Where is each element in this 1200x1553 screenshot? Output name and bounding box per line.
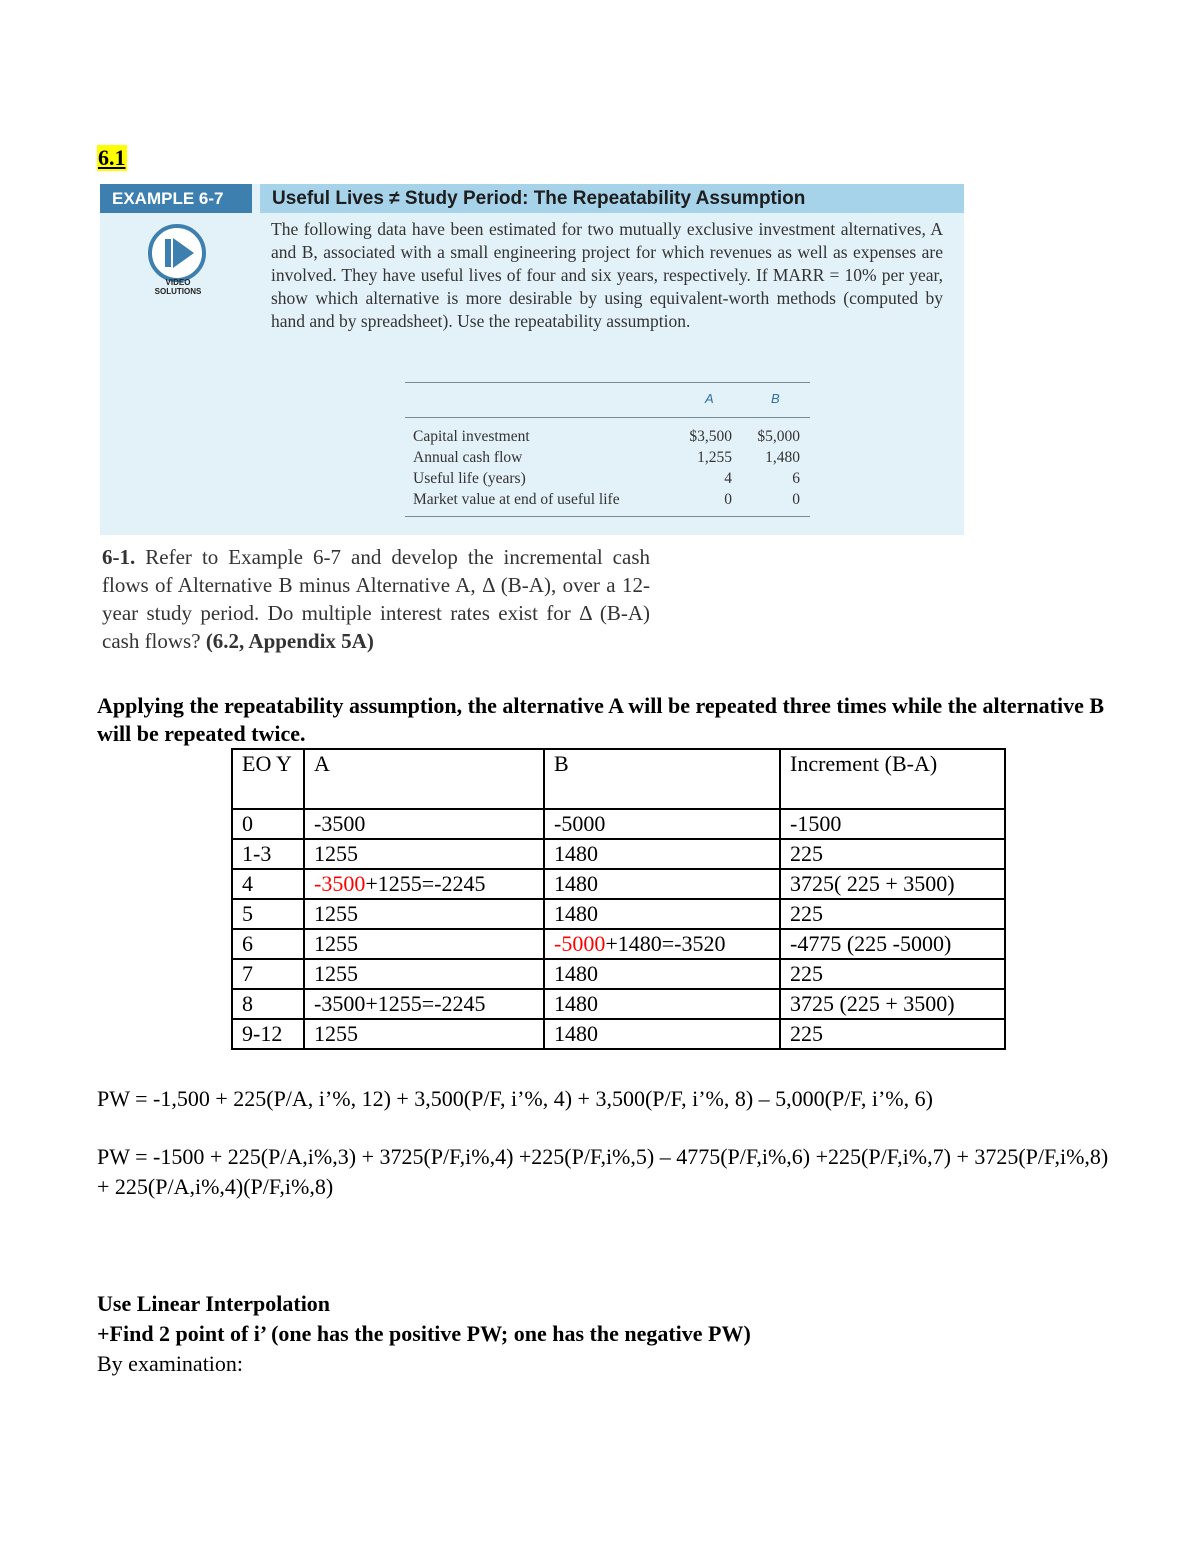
cell-a: 1255 — [304, 929, 544, 959]
interpolation-section — [97, 1289, 751, 1379]
video-solutions-label — [136, 278, 220, 296]
cell-eoy: 6 — [232, 929, 304, 959]
cell-b: -5000 — [544, 809, 780, 839]
cell-eoy: 8 — [232, 989, 304, 1019]
table-row — [232, 1019, 1005, 1049]
table-row — [405, 426, 810, 447]
row-value-b: $5,000 — [757, 428, 800, 445]
cell-increment: 225 — [780, 899, 1005, 929]
cell-b: 1480 — [544, 1019, 780, 1049]
interpolation-heading: Use Linear Interpolation — [97, 1291, 331, 1316]
cell-a-red-part: -3500 — [314, 871, 366, 896]
problem-number: 6-1. — [102, 545, 136, 569]
cell-eoy: 0 — [232, 809, 304, 839]
row-value-a: 0 — [724, 491, 732, 508]
section-number: 6.1 — [98, 145, 126, 170]
example-data-table — [405, 382, 810, 517]
header-increment: Increment (B-A) — [780, 749, 1005, 809]
interpolation-step: +Find 2 point of i’ (one has the positive PW; one has the negative PW) — [97, 1321, 751, 1346]
cell-eoy: 9-12 — [232, 1019, 304, 1049]
example-label: EXAMPLE 6-7 — [100, 184, 252, 213]
table-row — [232, 959, 1005, 989]
row-label: Annual cash flow — [413, 449, 523, 466]
cell-b-rest: +1480=-3520 — [605, 931, 726, 956]
video-label-line1: VIDEO — [165, 278, 191, 287]
table-row — [232, 899, 1005, 929]
row-label: Market value at end of useful life — [413, 491, 620, 508]
cell-a: 1255 — [304, 839, 544, 869]
cell-a: 1255 — [304, 1019, 544, 1049]
table-row — [405, 489, 810, 510]
row-value-b: 0 — [792, 491, 800, 508]
row-value-a: $3,500 — [689, 428, 732, 445]
header-b: B — [544, 749, 780, 809]
problem-reference: (6.2, Appendix 5A) — [205, 629, 374, 653]
row-value-b: 1,480 — [765, 449, 800, 466]
cell-b — [544, 929, 780, 959]
cell-a — [304, 869, 544, 899]
row-label: Capital investment — [413, 428, 530, 445]
example-body: The following data have been estimated for two mutually exclusive investment alternatives, A and B, associated with a small engineering project for which revenues as well as expenses are involved. They have useful lives of four and six years, respectively. If MARR = 10% per year, show which alternative is more desirable by using equivalent-worth methods (computed by hand and by spreadsheet). Use the repeatability assumption. — [271, 219, 943, 331]
table-rule-bottom — [405, 516, 810, 517]
cell-b: 1480 — [544, 839, 780, 869]
cell-increment: 225 — [780, 839, 1005, 869]
table-row — [405, 447, 810, 468]
table-row — [232, 929, 1005, 959]
cell-b: 1480 — [544, 989, 780, 1019]
row-value-b: 6 — [792, 470, 800, 487]
cell-b-red-part: -5000 — [554, 931, 606, 956]
table-row — [405, 468, 810, 489]
cell-increment: 225 — [780, 1019, 1005, 1049]
header-eoy: EO Y — [232, 749, 304, 809]
cell-increment: 3725 (225 + 3500) — [780, 989, 1005, 1019]
col-a-header: A — [705, 391, 714, 406]
problem-text: Refer to Example 6-7 and develop the incremental cash flows of Alternative B minus Alternative A, Δ (B-A), over a 12-year study period. Do multiple interest rates exist for Δ (B-A) cash flows? — [102, 545, 650, 653]
cell-a: -3500+1255=-2245 — [304, 989, 544, 1019]
repeatability-paragraph: Applying the repeatability assumption, the alternative A will be repeated three times while the alternative B will be repeated twice. — [97, 693, 1105, 746]
cell-a: 1255 — [304, 959, 544, 989]
cell-eoy: 1-3 — [232, 839, 304, 869]
table-row — [232, 839, 1005, 869]
row-value-a: 4 — [724, 470, 732, 487]
row-label: Useful life (years) — [413, 470, 526, 487]
col-b-header: B — [771, 391, 780, 406]
cell-b: 1480 — [544, 959, 780, 989]
example-box — [100, 184, 964, 535]
header-a: A — [304, 749, 544, 809]
problem-statement — [102, 543, 650, 655]
cell-eoy: 5 — [232, 899, 304, 929]
interpolation-examination: By examination: — [97, 1351, 244, 1376]
cell-increment: 3725( 225 + 3500) — [780, 869, 1005, 899]
cash-flow-table — [231, 748, 1006, 1050]
pw-formula-2: PW = -1500 + 225(P/A,i%,3) + 3725(P/F,i%,4) +225(P/F,i%,5) – 4775(P/F,i%,6) +225(P/F,i%,7) + 3725(P/F,i%,8) + 225(P/A,i%,4)(P/F,i%,8) — [97, 1144, 1109, 1199]
cell-a-rest: +1255=-2245 — [365, 871, 486, 896]
cell-increment: -4775 (225 -5000) — [780, 929, 1005, 959]
cell-b: 1480 — [544, 869, 780, 899]
cell-b: 1480 — [544, 899, 780, 929]
video-solutions-icon — [148, 224, 206, 282]
pw-formula-1: PW = -1,500 + 225(P/A, i’%, 12) + 3,500(P/F, i’%, 4) + 3,500(P/F, i’%, 8) – 5,000(P/F, i’%, 6) — [97, 1086, 933, 1111]
table-row — [232, 869, 1005, 899]
row-value-a: 1,255 — [697, 449, 732, 466]
table-header — [405, 383, 810, 417]
cell-increment: -1500 — [780, 809, 1005, 839]
cell-eoy: 7 — [232, 959, 304, 989]
cell-increment: 225 — [780, 959, 1005, 989]
cell-eoy: 4 — [232, 869, 304, 899]
cell-a: 1255 — [304, 899, 544, 929]
table-row — [232, 809, 1005, 839]
table-header-row — [232, 749, 1005, 809]
example-title: Useful Lives ≠ Study Period: The Repeatability Assumption — [260, 184, 964, 213]
video-label-line2: SOLUTIONS — [154, 287, 202, 296]
cell-a: -3500 — [304, 809, 544, 839]
table-row — [232, 989, 1005, 1019]
